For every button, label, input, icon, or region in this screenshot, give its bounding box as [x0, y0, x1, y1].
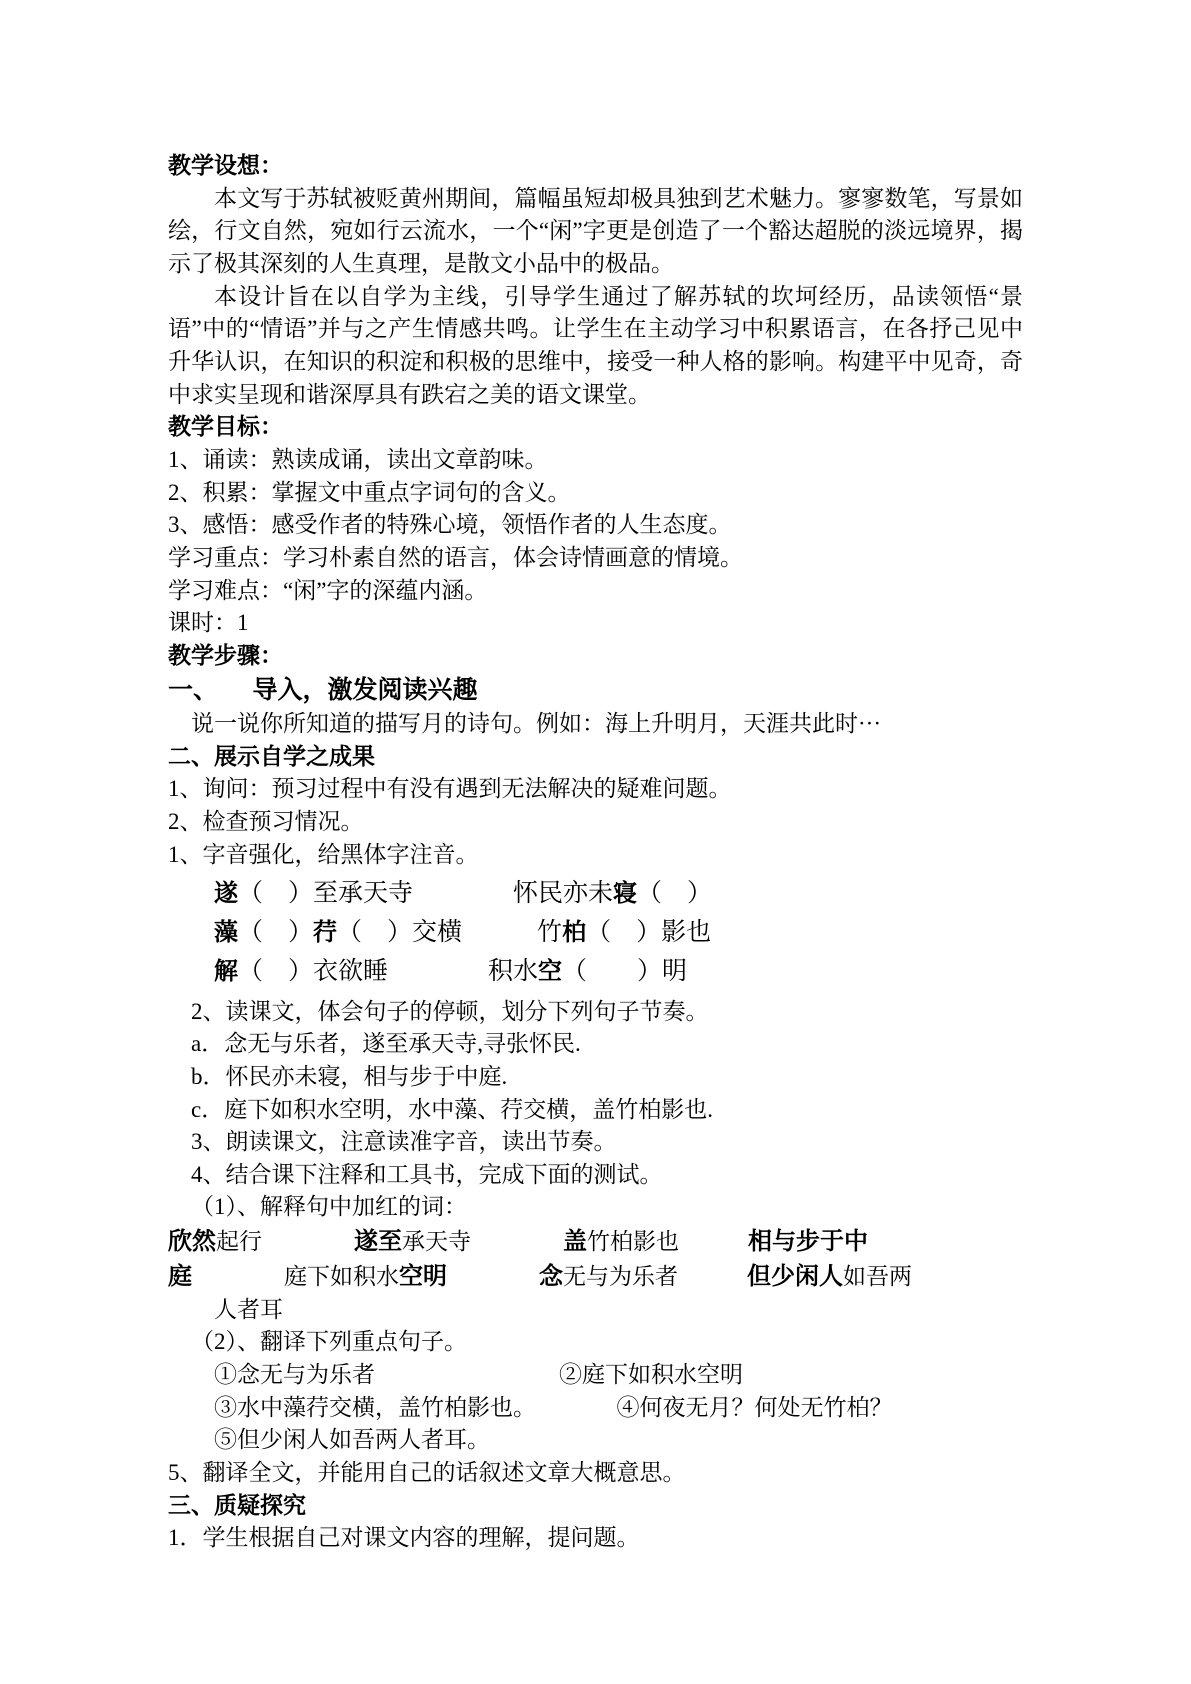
translate-item-4: ④何夜无月？何处无竹柏？	[616, 1394, 893, 1420]
phonetic-text-1b: 怀民亦未	[513, 880, 614, 908]
phonetic-text-3a: （ ）衣欲睡	[238, 957, 389, 985]
word-ting: 庭	[168, 1261, 192, 1290]
explain-words-heading: （1）、解释句中加红的词：	[191, 1194, 467, 1220]
step-1-body: 说一说你所知道的描写月的诗句。例如：海上升明月，天涯共此时···	[191, 711, 881, 736]
paragraph-idea-2: 本设计旨在以自学为主线，引导学生通过了解苏轼的坎坷经历，品读领悟“景语”中的“情语”并与之产生情感共鸣。让学生在主动学习中积累语言，在各抒己见中升华认识，在知识的积淀和积极的思维中，接受一种人格的影响。构建平中见奇，奇中求实呈现和谐深厚具有跌宕之美的语文课堂。	[168, 283, 1023, 407]
step-1-number: 一、	[168, 676, 219, 704]
word-xiangyubuyuzhong: 相与步于中	[748, 1227, 868, 1256]
heading-teaching-goals: 教学目标：	[168, 414, 283, 440]
word-danshao: 但少	[747, 1261, 795, 1290]
translate-row-3	[168, 1424, 1023, 1457]
phonetic-text-2a: （ ）	[238, 919, 314, 947]
word-suizhi-rest: 承天寺	[402, 1229, 471, 1255]
reading-item-a: a．念无与乐者，遂至承天寺,寻张怀民.	[191, 1031, 581, 1057]
translate-item-3: ③水中藻荇交横，盖竹柏影也。	[214, 1394, 525, 1420]
step-2-item-1: 1、询问：预习过程中有没有遇到无法解决的疑难问题。	[168, 776, 732, 802]
phonetic-row-1	[168, 875, 1023, 914]
phonetic-text-2d: （ ）影也	[586, 919, 712, 947]
reading-item-2: 2、读课文，体会句子的停顿，划分下列句子节奏。	[191, 998, 709, 1024]
phonetic-char-qin: 寝	[613, 879, 638, 908]
phonetic-text-2b: （ ）交横	[337, 919, 463, 947]
reading-item-b: b．怀民亦未寝，相与步于中庭.	[191, 1063, 508, 1089]
step-3-item-1: 1．学生根据自己对课文内容的理解，提问题。	[168, 1525, 640, 1551]
phonetic-char-kong: 空	[538, 956, 563, 985]
reading-item-c: c．庭下如积水空明，水中藻、荇交横，盖竹柏影也.	[191, 1096, 713, 1122]
phonetic-char-zao: 藻	[214, 918, 238, 947]
learning-difficulty: 学习难点：“闲”字的深蕴内涵。	[168, 577, 488, 603]
translate-row-2	[168, 1392, 1023, 1425]
goal-item-3: 3、感悟：感受作者的特殊心境，领悟作者的人生态度。	[168, 512, 732, 538]
translate-item-1: ①念无与为乐者	[214, 1362, 375, 1388]
translate-item-5: ⑤但少闲人如吾两人者耳。	[214, 1427, 490, 1453]
word-tingxia-rest: 庭下如积水	[284, 1263, 399, 1289]
translate-row-1	[168, 1359, 1023, 1392]
word-nian: 念	[539, 1261, 563, 1290]
phonetic-text-3b: 积水	[488, 957, 539, 985]
word-kongming: 空明	[399, 1261, 447, 1290]
word-nian-rest: 无与为乐者	[563, 1263, 678, 1289]
step-2-heading: 二、展示自学之成果	[168, 743, 375, 769]
step-1-title: 导入，激发阅读兴趣	[252, 676, 478, 704]
phonetic-text-1a: （ ）至承天寺	[238, 880, 414, 908]
key-words-line-1	[168, 1224, 1023, 1259]
phonetic-text-2c: 竹	[537, 919, 563, 947]
word-xianren: 闲人	[795, 1261, 843, 1290]
key-words-line-2	[168, 1259, 1023, 1294]
goal-item-2: 2、积累：掌握文中重点字词句的含义。	[168, 479, 571, 505]
step-2-item-3: 1、字音强化，给黑体字注音。	[168, 841, 479, 867]
phonetic-row-3	[168, 953, 1023, 992]
goal-item-1: 1、诵读：熟读成诵，读出文章韵味。	[168, 446, 548, 472]
phonetic-char-xing: 荇	[313, 918, 338, 947]
heading-teaching-steps: 教学步骤：	[168, 642, 283, 668]
phonetic-text-1c: （ ）	[637, 880, 713, 908]
reading-item-3: 3、朗读课文，注意读准字音，读出节奏。	[191, 1129, 617, 1155]
paragraph-idea-1: 本文写于苏轼被贬黄州期间，篇幅虽短却极具独到艺术魅力。寥寥数笔，写景如绘，行文自然，宛如行云流水，一个“闲”字更是创造了一个豁达超脱的淡远境界，揭示了极其深刻的人生真理，是散文小品中的极品。	[168, 185, 1023, 276]
phonetic-row-2	[168, 914, 1023, 953]
translate-heading: （2）、翻译下列重点句子。	[191, 1329, 467, 1355]
word-xinran: 欣然	[168, 1227, 216, 1256]
key-words-line-3: 人者耳	[214, 1296, 283, 1322]
phonetic-char-bai: 柏	[562, 918, 587, 947]
word-xinran-rest: 起行	[216, 1229, 262, 1255]
word-gai: 盖	[563, 1227, 587, 1256]
heading-teaching-idea: 教学设想：	[168, 153, 283, 178]
step-2-item-2: 2、检查预习情况。	[168, 808, 364, 834]
phonetic-char-sui: 遂	[214, 879, 238, 908]
reading-item-4: 4、结合课下注释和工具书，完成下面的测试。	[191, 1161, 663, 1187]
translate-item-2: ②庭下如积水空明	[559, 1362, 743, 1388]
learning-focus: 学习重点：学习朴素自然的语言，体会诗情画意的情境。	[168, 544, 743, 570]
document-content	[168, 142, 1023, 1555]
phonetic-text-3c: （ ）明	[562, 957, 688, 985]
phonetic-char-jie: 解	[214, 956, 238, 985]
step-3-heading: 三、质疑探究	[168, 1492, 306, 1518]
step-2-item-5: 5、翻译全文，并能用自己的话叙述文章大概意思。	[168, 1460, 686, 1485]
word-gai-rest: 竹柏影也	[587, 1229, 679, 1255]
word-suizhi: 遂至	[354, 1227, 402, 1256]
class-periods: 课时：1	[168, 610, 249, 636]
step-1-heading	[168, 673, 1023, 709]
word-xianren-rest: 如吾两	[843, 1263, 912, 1289]
